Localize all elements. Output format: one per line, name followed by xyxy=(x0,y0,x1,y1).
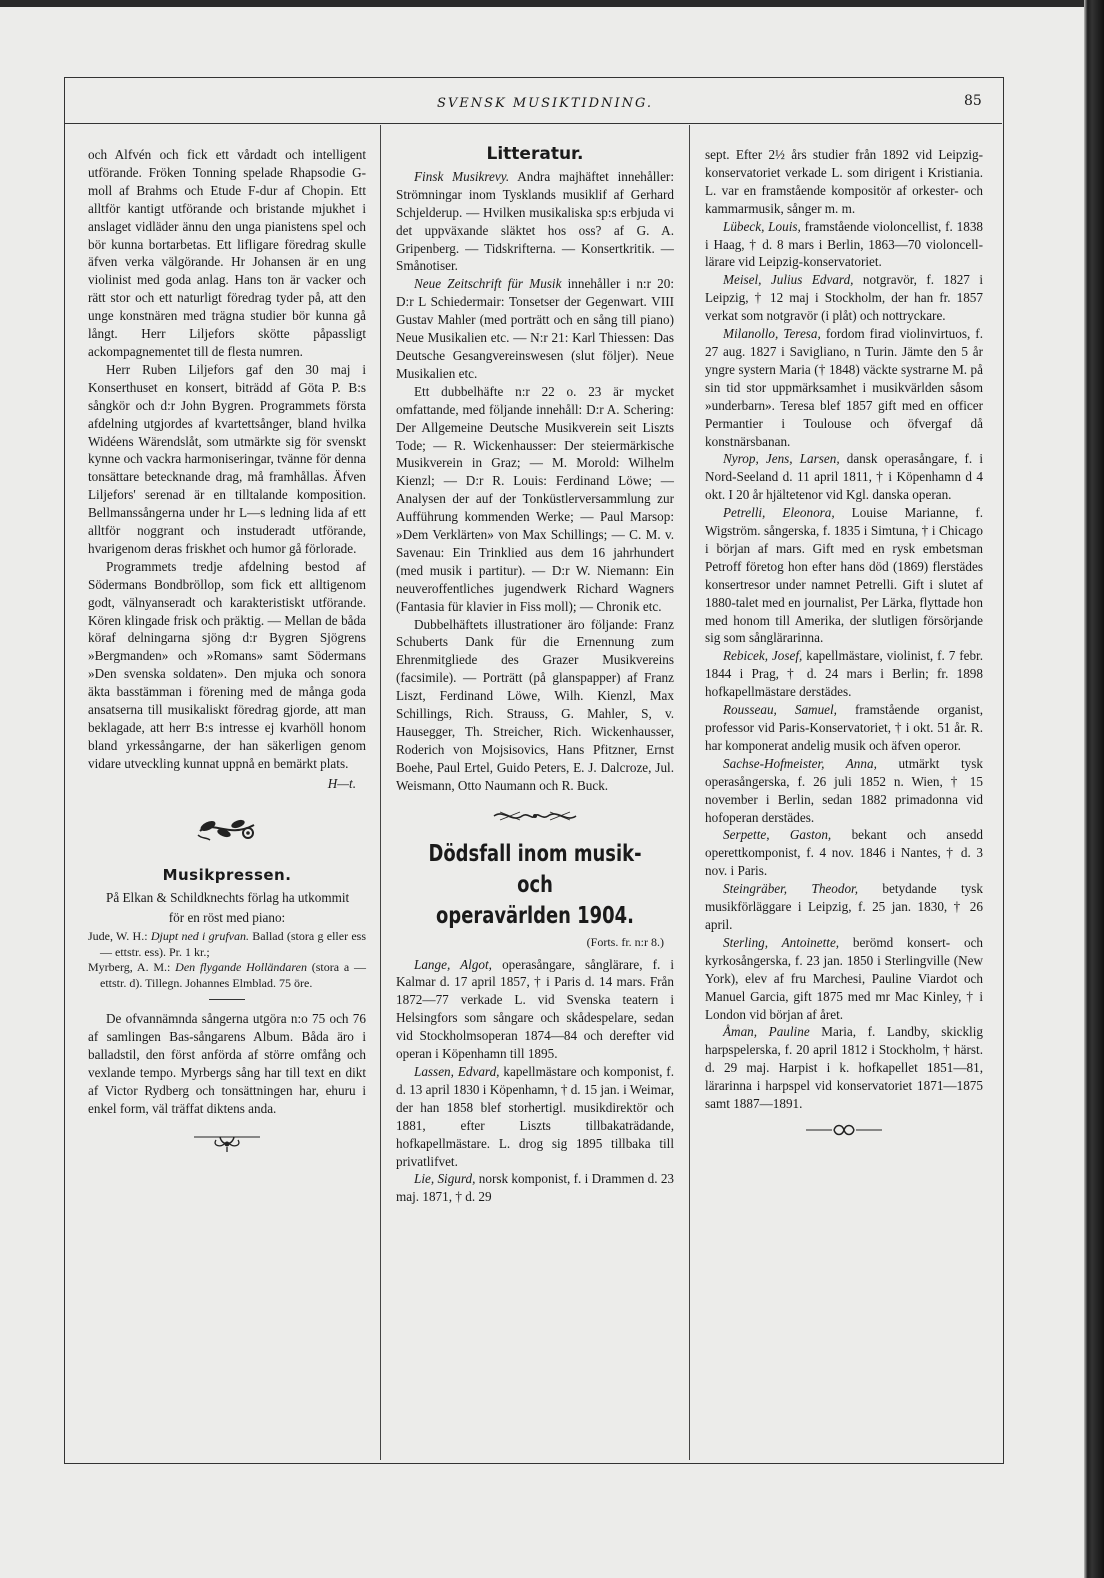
item-details: (stora a — ettstr. d). Tillegn. Johannes Elmblad. 75 öre. xyxy=(100,960,367,990)
deaths-title-line-1: Dödsfall inom musik- och xyxy=(428,840,642,898)
item-details: Ballad (stora g eller ess — ettstr. ess). Pr. 1 kr.; xyxy=(100,929,367,959)
paragraph xyxy=(396,275,674,382)
subheading: för en röst med piano: xyxy=(168,910,286,926)
death-entry xyxy=(705,1023,983,1113)
death-entry xyxy=(705,880,983,934)
death-entry xyxy=(705,755,983,827)
entry-text: operasångare, sånglärare, f. i Kalmar d. 17 april 1857, † i Paris d. 14 mars. Från 1872—77 verkade L. vid Svenska teatern i Helsingfors som sångare och skådespelare, sedan vid Stockholmsoperan 1874—84 och derefter vid operan i Köpenhamn till 1895. xyxy=(396,956,675,1062)
paragraph: och Alfvén och fick ett vårdadt och intelligent utförande. Fröken Tonning spelade Rhapsodie G-moll af Brahms och Etude F-dur af Chopin. Ett alltför kantigt utförande och bristande mjukhet i anslaget vidläder ännu den unga pianistens spel och bör kunna bortarbetas. Ett lifligare föredrag skulle äfven verka välgörande. Hr Johansen är en ung violinist med goda anlag. Hans ton är vacker och rätt stor och ett naturligt föredrag tyder på, att den unge konstnären med trägna studier bör kunna gå långt. Herr Liljefors skötte påpassligt ackompagnementet till de flesta numren. xyxy=(88,147,366,359)
entry-text: betydande tysk musikförläggare i Leipzig, f. 25 jan. 1830, † 26 april. xyxy=(705,881,983,932)
entry-text: Louise Marianne, f. Wigström. sångerska, f. 1835 i Simtuna, † i Chicago i början af mars. Gift med en rysk embetsman Petroff företog hon efter hans död (1869) flerstädes konsertresor under namnet Petrelli. Gift i slutet af 1880-talet med en journalist, Per Lärka, flyttade hon med honom till Amerika, der slutligen försörjande sig som sånglärarinna. xyxy=(705,505,984,646)
item-author: Myrberg, A. M.: xyxy=(88,960,171,975)
item-title: Djupt ned i grufvan. xyxy=(150,929,249,944)
death-entry xyxy=(705,826,983,880)
entry-name: Lange, Algot, xyxy=(414,956,492,972)
list-item xyxy=(88,960,366,991)
paragraph: sept. Efter 2½ års studier från 1892 vid Leipzig-konservatoriet verkade L. som dirigent i Kristiania. L. var en framstående kompositör af orkester- och kammarmusik, sånger m. m. xyxy=(705,147,983,216)
section-title: Musikpressen. xyxy=(162,865,292,884)
deaths-title-line-2: operavärlden 1904. xyxy=(436,902,634,929)
paragraph xyxy=(396,168,674,275)
entry-text: bekant och ansedd operettkomponist, f. 4 nov. 1846 i Nantes, † d. 3 nov. i Paris. xyxy=(705,827,984,879)
column-3 xyxy=(705,146,983,1137)
entry-name: Sachse-Hofmeister, Anna, xyxy=(723,755,877,771)
entry-text: framstående organist, professor vid Paris-Konservatoriet, † i okt. 51 år. R. har komponerat andelig musik och äfven operor. xyxy=(705,702,983,753)
paragraph-text: innehåller i n:r 20: D:r L Schiedermair: Tonsetser der Gegenwart. VIII Gustav Mahler (med porträtt och en sång till piano) Neue Musikalien etc. — N:r 21: Karl Thiessen: Das Deutsche Gesangvereinswesen (slut följer). Neue Musikalien etc. xyxy=(396,276,675,381)
death-entry xyxy=(396,1063,674,1170)
column-divider-2 xyxy=(689,125,690,1460)
entry-name: Lübeck, Louis, xyxy=(723,218,801,234)
death-entry xyxy=(705,450,983,504)
entry-text: kapellmästare, violinist, f. 7 febr. 1844 i Prag, † d. 24 mars i Berlin; fr. 1898 hofkapellmästare derstädes. xyxy=(705,648,983,700)
signature: H—t. xyxy=(327,775,356,791)
journal-name: Neue Zeitschrift für Musik xyxy=(414,276,562,292)
entry-name: Sterling, Antoinette, xyxy=(723,934,840,950)
paragraph: Programmets tredje afdelning bestod af Södermans Bondbröllop, som fick ett alltigenom godt, välnyanseradt och karakteristiskt utförande. Kören klingade frisk och präktig. — Mellan de båda köraf delningarna sjöng d:r Bygren Sjögrens »Bergmanden» och »Romans» samt Södermans »Den svenska soldaten». Den mjuka och sonora äkta basstämman i förening med de många goda ansatserna till musikaliskt föredrag gjorde, att man beklagade, att herr B:s intresse ej kvarhöll honom bland yrkessångarne, der han säkerligen genom vidare utveckling kunnat uppnå en bemärkt plats. xyxy=(88,558,366,771)
column-divider-1 xyxy=(380,125,381,1460)
death-entry xyxy=(705,218,983,272)
death-entry xyxy=(705,701,983,755)
paragraph: Dubbelhäftets illustrationer äro följande: Franz Schuberts Dank für die Ernennung zum Ehrenmitgliede des Grazer Musikvereins (facsimile). — Porträtt (på glanspapper) af Franz Liszt, Ferdinand Löwe, Wilh. Kienzl, Max Schillings, Rich. Strauss, G. Mahler, S, v. Hausegger, Th. Streicher, Rich. Wickenhausser, Roderich von Mojsisovics, Hans Pfitzner, Ernst Boehe, Paul Ertel, Guido Peters, E. J. Dalcroze, Jul. Weismann, Otto Naumann och R. Buck. xyxy=(396,616,674,793)
paragraph-text: Andra majhäftet innehåller: Strömningar inom Tysklands musiklif af Gerhard Schjelderup. — Hvilken musikaliska sp:s erbjuda vi det uppväxande släktet hos oss? af G. A. Gripenberg. — Tidskrifterna. — Konsertkritik. — Smånotiser. xyxy=(396,168,674,274)
entry-name: Åman, Pauline xyxy=(723,1024,810,1040)
death-entry xyxy=(705,271,983,325)
paragraph: Ett dubbelhäfte n:r 22 o. 23 är mycket omfattande, med följande innehåll: D:r A. Schering: Der Allgemeine Deutsche Musikverein seit Liszts Tode; — R. Wickenhausser: Der steiermärkische Musikverein in Graz; — M. Morold: Wilhelm Kienzl; — D:r R. Louis: Ferdinand Löwe; — Analysen der auf der Tonküstlerversammlung zur Aufführung kommenden Werke; — Paul Marsop: »Dem Verklärten» von Max Schillings; — C. M. v. Savenau: Ein Trinklied aus dem 16 jahrhundert (med musik i partitur). — D:r W. Niemann: Ein neuveroffentliches jugendwerk Richard Wagners (Fantasia für klavier in Fiss moll); — Chronik etc. xyxy=(396,383,674,614)
entry-text: framstående violoncellist, f. 1838 i Haag, † d. 8 mars i Berlin, 1863—70 violoncell-lärare vid Leipzig-konservatoriet. xyxy=(705,218,984,270)
item-title: Den flygande Holländaren xyxy=(175,960,307,975)
scan-top-edge xyxy=(0,0,1104,7)
entry-text: dansk operasångare, f. i Nord-Seeland d. 11 april 1811, † i Köpenhamn d 4 okt. I 20 år hjältetenor vid Kgl. danska operan. xyxy=(705,451,983,503)
scroll-ornament-icon xyxy=(192,1132,262,1154)
death-entry xyxy=(396,956,674,1063)
continuation-note: (Forts. fr. n:r 8.) xyxy=(586,934,664,949)
entry-name: Steingräber, Theodor, xyxy=(723,881,859,897)
entry-name: Milanollo, Teresa, xyxy=(723,326,821,342)
paragraph: På Elkan & Schildknechts förlag ha utkommit xyxy=(106,889,350,905)
page-number: 85 xyxy=(964,93,982,109)
entry-text: notgravör, f. 1827 i Leipzig, † 12 maj i Stockholm, der han fr. 1857 verkat som notgravör (i plåt) och nottryckare. xyxy=(705,272,984,324)
paragraph: De ofvannämnda sångerna utgöra n:o 75 och 76 af samlingen Bas-sångarens Album. Båda äro i balladstil, den först anförda af större omfång och vexlande tempo. Myrbergs sång har till text en dikt af Victor Rydberg och tonsättningen har, ehuru i enkel form, väl träffat diktens anda. xyxy=(88,1011,366,1116)
entry-text: norsk komponist, f. i Drammen d. 23 maj. 1871, † d. 29 xyxy=(396,1171,675,1205)
column-2 xyxy=(396,146,674,1206)
floral-ornament-icon xyxy=(192,809,262,845)
flourish-ornament-icon xyxy=(490,807,580,825)
entry-name: Lassen, Edvard, xyxy=(414,1063,500,1079)
entry-name: Nyrop, Jens, Larsen, xyxy=(723,451,840,467)
death-entry xyxy=(705,504,983,647)
death-entry xyxy=(705,934,983,1024)
entry-text: kapellmästare och komponist, f. d. 13 april 1830 i Köpenhamn, † d. 15 jan. i Weimar, der han 1858 blef storhertigl. musikdirektör och 1881, efter Liszts tillbakaträdande, hofkapellmästare. L. drog sig 1895 tillbaka till privatlifvet. xyxy=(396,1063,674,1169)
entry-text: fordom firad violinvirtuos, f. 27 aug. 1827 i Savigliano, n Turin. Jämte den 5 år yngre systern Maria († 1848) väckte systrarne M. på sin tid stor uppmärksamhet i musikvärlden såsom »underbarn». Teresa blef 1857 gift med en officer Permantier i Toulouse och öfvergaf då konstnärsbanan. xyxy=(705,326,983,449)
entry-text: utmärkt tysk operasångerska, f. 26 juli 1852 n. Wien, † 15 november i Berlin, sedan 1882 primadonna vid hofoperan derstädes. xyxy=(705,755,983,825)
running-title: SVENSK MUSIKTIDNING. xyxy=(436,96,654,111)
entry-text: Maria, f. Landby, skicklig harpspelerska, f. 20 april 1812 i Stockholm, † härst. d. 29 maj. Harpist i k. hofkapellet 1851—81, lärarinna i harpspel vid konservatoriet 1871—1875 samt 1887—1891. xyxy=(705,1024,983,1112)
death-entry xyxy=(705,647,983,701)
entry-name: Petrelli, Eleonora, xyxy=(723,505,835,521)
short-rule xyxy=(209,999,245,1000)
header-rule xyxy=(64,123,1002,124)
book-binding-edge xyxy=(1084,0,1104,1578)
list-item xyxy=(88,929,366,960)
entry-text: berömd konsert- och kyrkosångerska, f. 23 jan. 1850 i Sterlingville (New York), elev af fru Marchesi, Pauline Viardot och Manuel Garcia, gift 1875 med mr Mac Kinley, † i London vid början af året. xyxy=(705,934,984,1022)
entry-name: Meisel, Julius Edvard, xyxy=(723,272,854,288)
column-1 xyxy=(88,146,366,1154)
entry-name: Rousseau, Samuel, xyxy=(723,702,837,718)
entry-name: Serpette, Gaston, xyxy=(723,827,832,843)
journal-name: Finsk Musikrevy. xyxy=(414,168,510,184)
death-entry xyxy=(396,1170,674,1206)
paragraph: Herr Ruben Liljefors gaf den 30 maj i Konserthuset en konsert, biträdd af Göta P. B:s sångkör och d:r John Bygren. Programmets första afdelning utgjordes af kvartettsånger, bland hvilka Widéens Wärendslåt, som utmärkte sig för svenskt kynne och vackra harmoniseringar, tvänne för denna tonsättare betecknande drag, må framhållas. Äfven Liljefors' serenad är en tilltalande komposition. Bellmanssångerna under hr L—s ledning lida af ett alltför noggrant och instuderadt utförande, hvarigenom deras friskhet och humor gå förlorade. xyxy=(88,361,366,556)
entry-name: Rebicek, Josef, xyxy=(723,648,803,664)
end-ornament-icon xyxy=(804,1123,884,1137)
entry-name: Lie, Sigurd, xyxy=(414,1171,476,1187)
death-entry xyxy=(705,325,983,450)
item-author: Jude, W. H.: xyxy=(88,929,148,944)
section-title: Litteratur. xyxy=(486,144,584,164)
